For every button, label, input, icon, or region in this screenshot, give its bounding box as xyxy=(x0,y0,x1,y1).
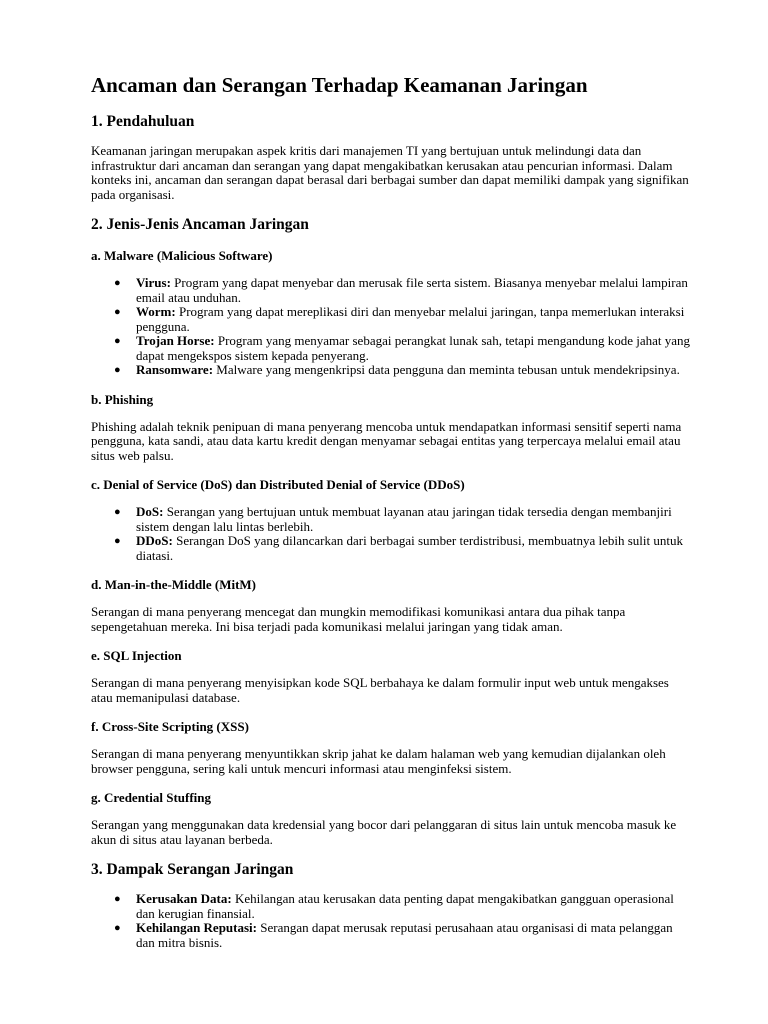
list-item: ● DoS: Serangan yang bertujuan untuk membuat layanan atau jaringan tidak tersedia dengan membanjiri sistem dengan lalu lintas berlebih. xyxy=(114,504,672,534)
list-item: ● DDoS: Serangan DoS yang dilancarkan dari berbagai sumber terdistribusi, membuatnya lebih sulit untuk diatasi. xyxy=(114,533,683,563)
list-item: ● Ransomware: Malware yang mengenkripsi data pengguna dan meminta tebusan untuk mendekripsinya. xyxy=(114,362,680,377)
bullet-icon: ● xyxy=(114,922,121,934)
document-title: Ancaman dan Serangan Terhadap Keamanan Jaringan xyxy=(91,73,588,97)
intro-paragraph: Keamanan jaringan merupakan aspek kritis dari manajemen TI yang bertujuan untuk melindungi data dan infrastruktur dari ancaman dan serangan yang dapat mengakibatkan kerusakan atau pencurian informasi. Dalam konteks ini, ancaman dan serangan dapat berasal dari berbagai sumber dan dapat memiliki dampak yang signifikan pada organisasi. xyxy=(91,143,689,202)
subheading-credential: g. Credential Stuffing xyxy=(91,790,212,805)
list-item: ● Trojan Horse: Program yang menyamar sebagai perangkat lunak sah, tetapi mengandung kode jahat yang dapat mengekspos sistem kepada penyerang. xyxy=(114,333,691,363)
phishing-paragraph: Phishing adalah teknik penipuan di mana penyerang mencoba untuk mendapatkan informasi sensitif seperti nama pengguna, kata sandi, atau data kartu kredit dengan menyamar sebagai entitas yang terpercaya melalui email atau situs web palsu. xyxy=(91,418,682,463)
bullet-icon: ● xyxy=(114,277,121,289)
bullet-icon: ● xyxy=(114,506,121,518)
subheading-sql: e. SQL Injection xyxy=(91,648,182,663)
malware-list xyxy=(91,276,691,378)
section-heading-types: 2. Jenis-Jenis Ancaman Jaringan xyxy=(91,216,309,233)
mitm-paragraph: Serangan di mana penyerang mencegat dan mungkin memodifikasi komunikasi antara dua pihak tanpa sepengetahuan mereka. Ini bisa terjadi pada komunikasi melalui jaringan yang tidak aman. xyxy=(91,604,626,634)
section-heading-intro: 1. Pendahuluan xyxy=(91,113,195,130)
xss-paragraph: Serangan di mana penyerang menyuntikkan skrip jahat ke dalam halaman web yang kemudian dijalankan oleh browser pengguna, sering kali untuk mencuri informasi atau menginfeksi sistem. xyxy=(91,746,666,776)
section-heading-impact: 3. Dampak Serangan Jaringan xyxy=(91,861,294,878)
list-item: ● Worm: Program yang dapat mereplikasi diri dan menyebar melalui jaringan, tanpa memerlukan interaksi pengguna. xyxy=(114,304,685,334)
bullet-icon: ● xyxy=(114,535,121,547)
bullet-icon: ● xyxy=(114,306,121,318)
bullet-icon: ● xyxy=(114,364,121,376)
impact-list xyxy=(91,892,691,950)
sql-paragraph: Serangan di mana penyerang menyisipkan kode SQL berbahaya ke dalam formulir input web untuk mengakses atau memanipulasi database. xyxy=(91,675,669,705)
credential-paragraph: Serangan yang menggunakan data kredensial yang bocor dari pelanggaran di situs lain untuk mencoba masuk ke akun di situs atau layanan berbeda. xyxy=(91,817,677,847)
list-item: ● Kehilangan Reputasi: Serangan dapat merusak reputasi perusahaan atau organisasi di mata pelanggan dan mitra bisnis. xyxy=(114,920,673,950)
subheading-xss: f. Cross-Site Scripting (XSS) xyxy=(91,719,249,734)
subheading-malware: a. Malware (Malicious Software) xyxy=(91,248,273,263)
subheading-mitm: d. Man-in-the-Middle (MitM) xyxy=(91,577,257,592)
bullet-icon: ● xyxy=(114,335,121,347)
bullet-icon: ● xyxy=(114,893,121,905)
dos-list xyxy=(91,505,691,563)
subheading-phishing: b. Phishing xyxy=(91,391,154,407)
list-item: ● Kerusakan Data: Kehilangan atau kerusakan data penting dapat mengakibatkan gangguan operasional dan kerugian finansial. xyxy=(114,891,674,921)
document-page xyxy=(91,72,691,963)
list-item: ● Virus: Program yang dapat menyebar dan merusak file serta sistem. Biasanya menyebar melalui lampiran email atau unduhan. xyxy=(114,275,688,305)
subheading-dos: c. Denial of Service (DoS) dan Distributed Denial of Service (DDoS) xyxy=(91,477,465,492)
